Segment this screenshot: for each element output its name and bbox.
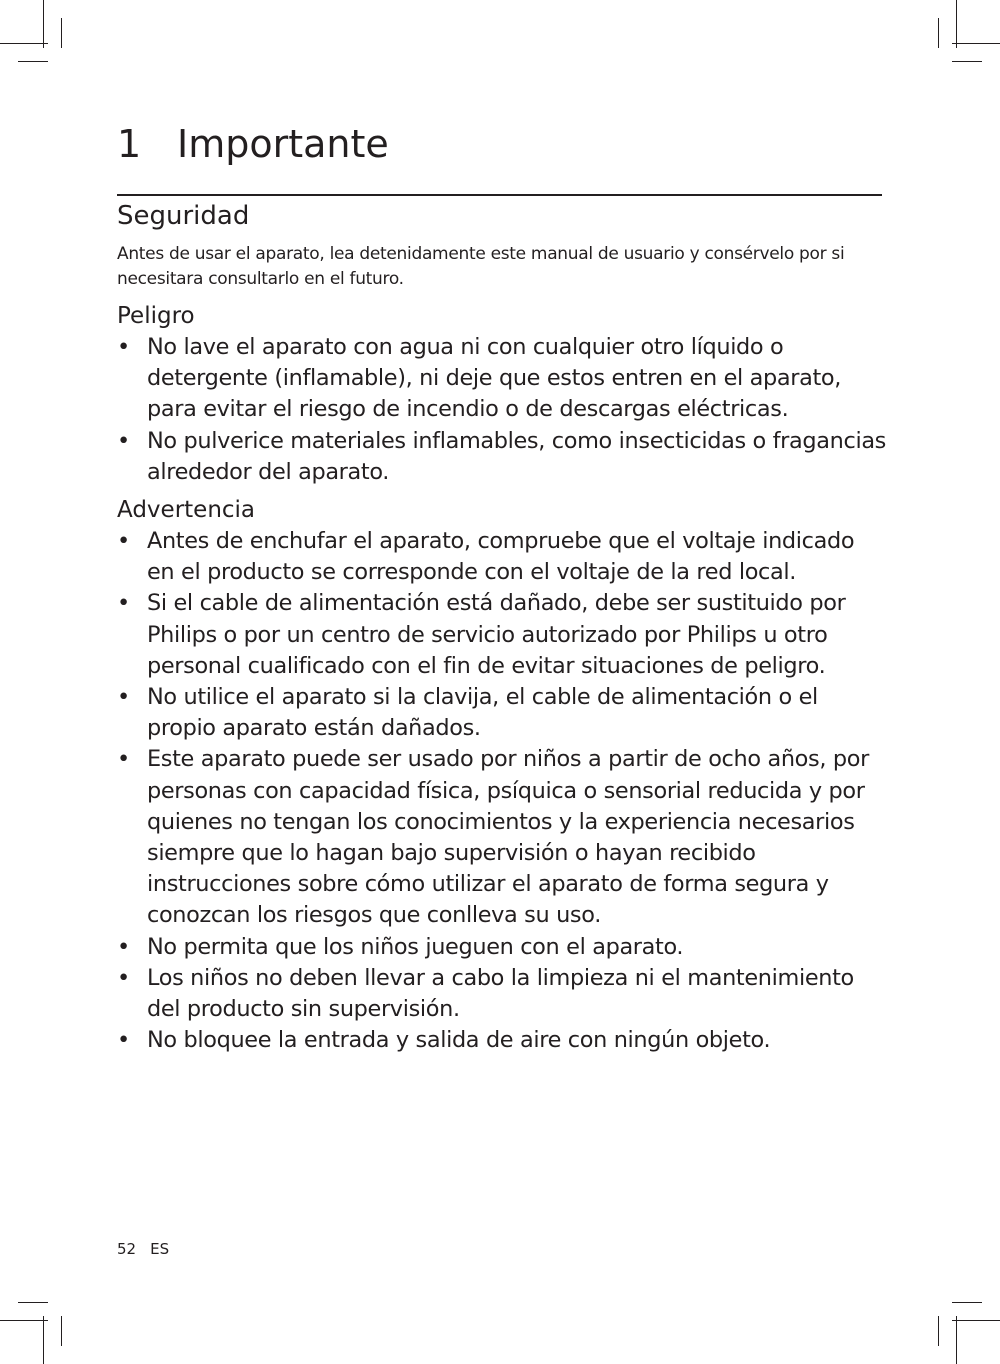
crop-mark xyxy=(952,1302,982,1303)
list-item-text: Si el cable de alimentación está dañado, debe ser sustituido por Philips o por un centro de servicio autorizado por Philips u otro personal cualificado con el fin de evitar situaciones de peligro. xyxy=(147,590,846,679)
bullet-icon: • xyxy=(117,590,130,617)
chapter-title: Importante xyxy=(177,122,389,166)
list-item-text: No pulverice materiales inflamables, como insecticidas o fragancias alrededor del aparato. xyxy=(147,427,887,485)
list-item-text: Antes de enchufar el aparato, compruebe que el voltaje indicado en el producto se corresponde con el voltaje de la red local. xyxy=(147,528,855,586)
crop-mark xyxy=(18,1302,48,1303)
list-item xyxy=(117,1025,887,1056)
list-item xyxy=(117,744,887,931)
list-item xyxy=(117,332,887,426)
list-item-text: Este aparato puede ser usado por niños a partir de ocho años, por personas con capacidad física, psíquica o sensorial reducida y por quienes no tengan los conocimientos y la experiencia necesarios siempre que lo hagan bajo supervisión o hayan recibido instrucciones sobre cómo utilizar el aparato de forma segura y conozcan los riesgos que conlleva su uso. xyxy=(147,746,869,929)
page-number: 52 xyxy=(117,1240,137,1258)
danger-heading: Peligro xyxy=(117,303,195,329)
bullet-icon: • xyxy=(117,528,130,555)
section-divider xyxy=(117,194,882,196)
bullet-icon: • xyxy=(117,1027,130,1054)
danger-list xyxy=(117,332,887,488)
page-content xyxy=(117,198,887,1062)
list-item xyxy=(117,426,887,488)
list-item-text: Los niños no deben llevar a cabo la limpieza ni el mantenimiento del producto sin supervisión. xyxy=(147,964,854,1023)
crop-mark xyxy=(43,1316,44,1364)
bullet-icon: • xyxy=(117,427,130,454)
language-code: ES xyxy=(150,1240,170,1258)
list-item xyxy=(117,682,887,744)
crop-mark xyxy=(0,1320,48,1321)
list-item-text: No permita que los niños jueguen con el aparato. xyxy=(147,933,684,960)
crop-mark xyxy=(952,43,1000,44)
crop-mark xyxy=(956,1316,957,1364)
crop-mark xyxy=(43,0,44,48)
bullet-icon: • xyxy=(117,334,130,360)
crop-mark xyxy=(61,18,62,48)
crop-mark xyxy=(956,0,957,48)
page-footer xyxy=(117,1239,169,1259)
list-item-text: No utilice el aparato si la clavija, el cable de alimentación o el propio aparato están dañados. xyxy=(147,684,818,742)
bullet-icon: • xyxy=(117,964,130,991)
bullet-icon: • xyxy=(117,684,130,711)
crop-mark xyxy=(952,61,982,62)
crop-mark xyxy=(952,1320,1000,1321)
bullet-icon: • xyxy=(117,933,130,960)
crop-mark xyxy=(18,61,48,62)
bullet-icon: • xyxy=(117,746,130,773)
crop-mark xyxy=(61,1316,62,1346)
list-item-text: No bloquee la entrada y salida de aire con ningún objeto. xyxy=(147,1027,771,1054)
list-item xyxy=(117,526,887,588)
crop-mark xyxy=(938,1316,939,1346)
list-item xyxy=(117,963,887,1025)
list-item xyxy=(117,932,887,963)
section-intro: Antes de usar el aparato, lea detenidamente este manual de usuario y consérvelo por si necesitara consultarlo en el futuro. xyxy=(117,244,845,289)
chapter-number: 1 xyxy=(117,122,142,166)
warning-heading: Advertencia xyxy=(117,497,256,524)
list-item-text: No lave el aparato con agua ni con cualquier otro líquido o detergente (inflamable), ni deje que estos entren en el aparato, para evitar el riesgo de incendio o de descargas eléctricas. xyxy=(147,334,842,423)
warning-list xyxy=(117,526,887,1056)
list-item xyxy=(117,588,887,682)
chapter-heading xyxy=(117,118,389,170)
section-title: Seguridad xyxy=(117,201,250,231)
crop-mark xyxy=(938,18,939,48)
crop-mark xyxy=(0,43,48,44)
